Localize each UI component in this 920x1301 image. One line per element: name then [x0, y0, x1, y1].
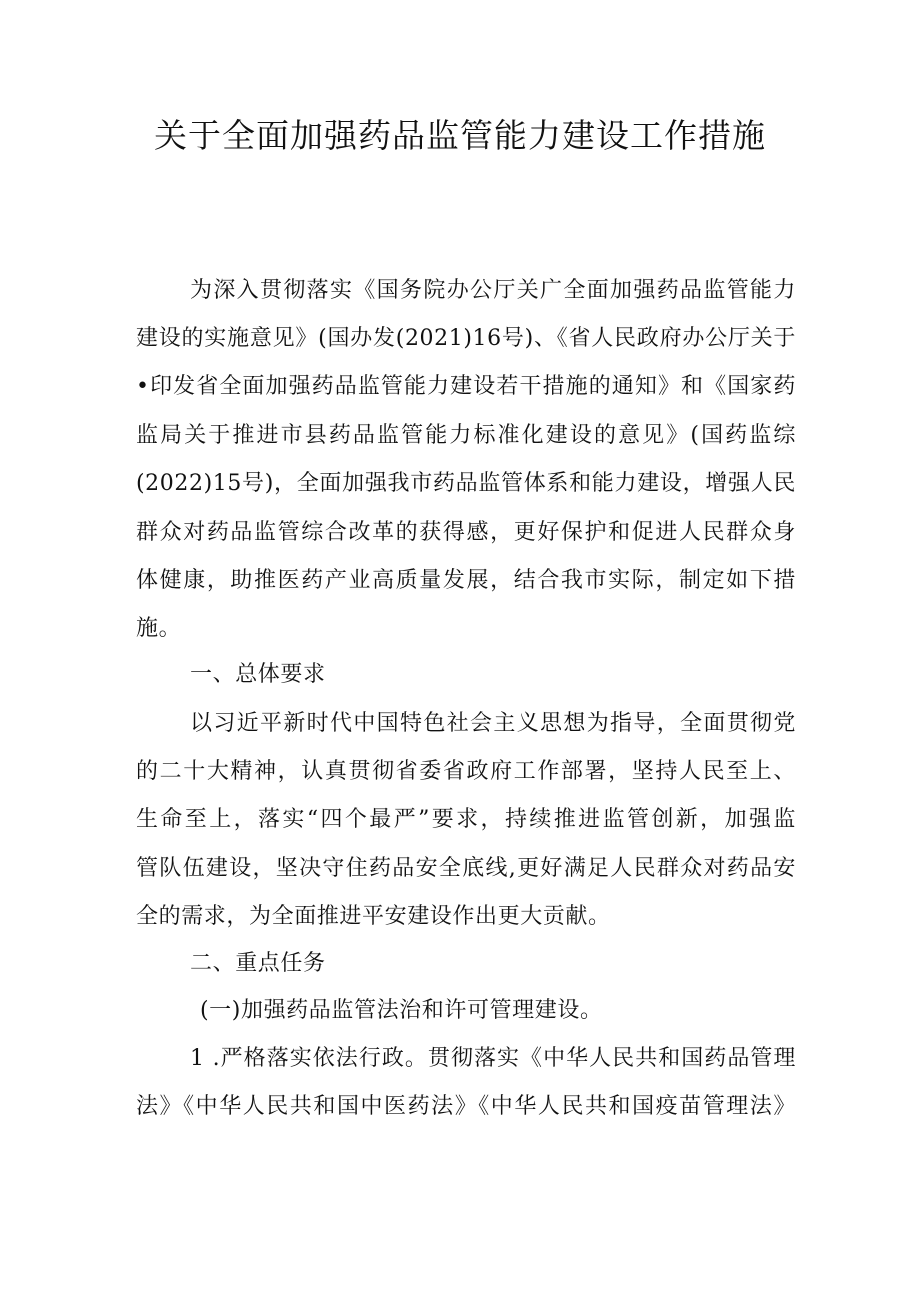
paragraph-line: (2022)15号)，全面加强我市药品监管体系和能力建设，增强人民 — [136, 471, 796, 496]
paragraph-line: 管队伍建设，坚决守住药品安全底线,更好满足人民群众对药品安 — [136, 856, 796, 881]
paragraph-line: 1 .严格落实依法行政。贯彻落实《中华人民共和国药品管理 — [190, 1046, 796, 1071]
paragraph-line: 法》《中华人民共和国中医药法》《中华人民共和国疫苗管理法》 — [136, 1094, 796, 1119]
paragraph-line: 全的需求，为全面推进平安建设作出更大贡献。 — [136, 904, 611, 929]
section-heading: 一、总体要求 — [190, 662, 326, 687]
paragraph-line: •印发省全面加强药品监管能力建设若干措施的通知》和《国家药 — [136, 374, 796, 399]
paragraph-line: 施。 — [136, 616, 182, 641]
document-title: 关于全面加强药品监管能力建设工作措施 — [154, 116, 766, 155]
paragraph-line: 体健康，助推医药产业高质量发展，结合我市实际，制定如下措 — [136, 568, 796, 593]
paragraph-line: 的二十大精神，认真贯彻省委省政府工作部署，坚持人民至上、 — [136, 759, 796, 784]
paragraph-line: 群众对药品监管综合改革的获得感，更好保护和促进人民群众身 — [136, 520, 796, 545]
subsection-heading: (一)加强药品监管法治和许可管理建设。 — [200, 998, 603, 1023]
paragraph-line: 生命至上，落实“四个最严”要求，持续推进监管创新，加强监 — [136, 807, 796, 832]
paragraph-line: 建设的实施意见》(国办发(2021)16号)、《省人民政府办公厅关于 — [136, 326, 796, 351]
paragraph-line: 监局关于推进市县药品监管能力标准化建设的意见》(国药监综 — [136, 423, 796, 448]
section-heading: 二、重点任务 — [190, 951, 326, 976]
paragraph-line: 为深入贯彻落实《国务院办公厅关广全面加强药品监管能力 — [190, 278, 796, 303]
paragraph-line: 以习近平新时代中国特色社会主义思想为指导，全面贯彻党 — [190, 711, 796, 736]
